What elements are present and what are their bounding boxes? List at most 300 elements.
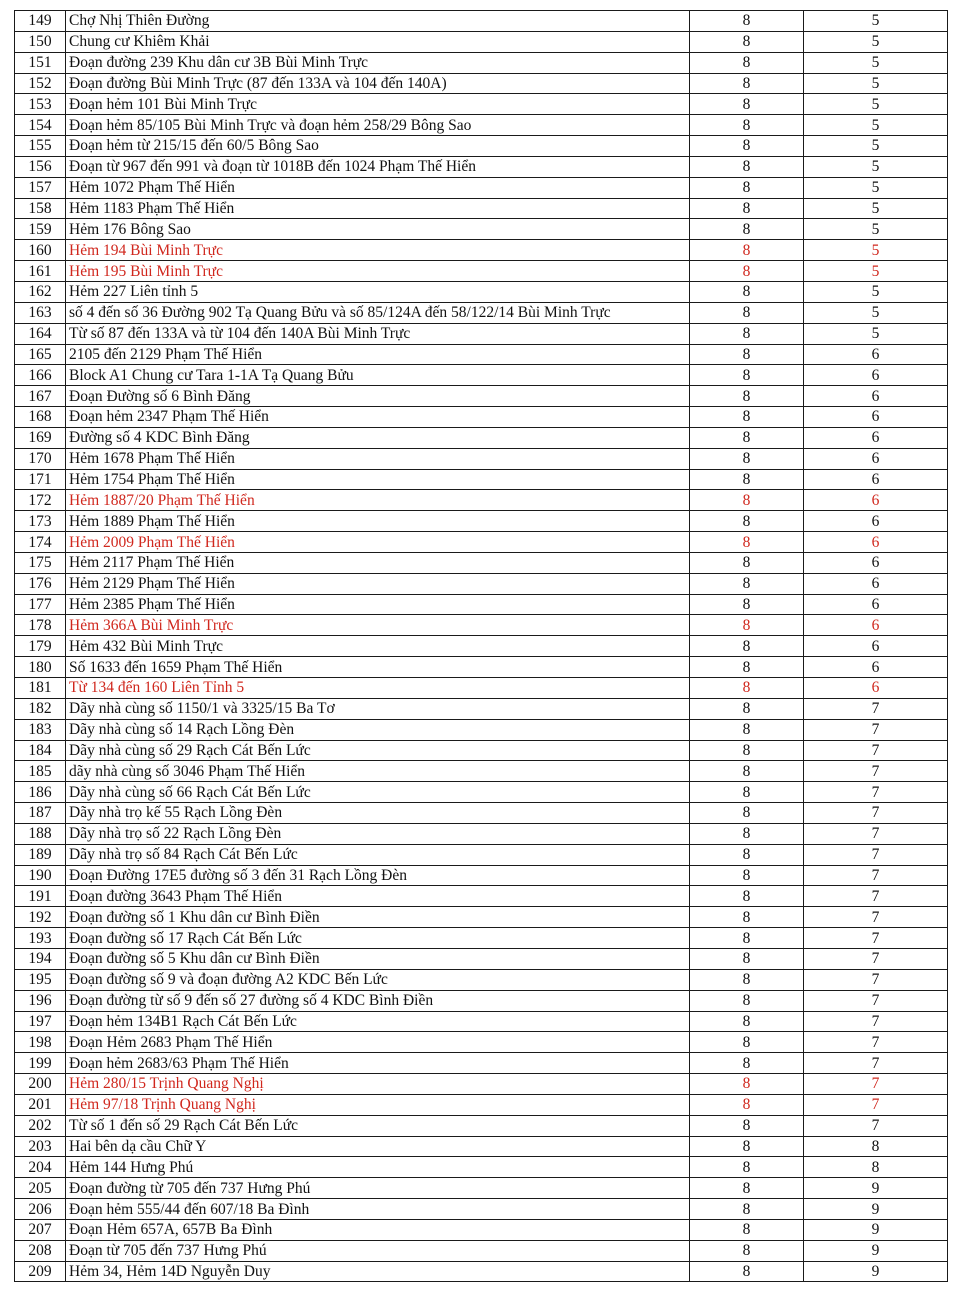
- value-col-a: 8: [690, 115, 804, 136]
- value-col-b: 6: [804, 427, 948, 448]
- value-col-a: 8: [690, 1178, 804, 1199]
- value-col-b: 5: [804, 73, 948, 94]
- table-row: [15, 969, 948, 990]
- value-col-b: 6: [804, 615, 948, 636]
- value-col-b: 5: [804, 302, 948, 323]
- value-col-a: 8: [690, 740, 804, 761]
- table-row: [15, 1115, 948, 1136]
- value-col-a: 8: [690, 469, 804, 490]
- location-name: Số 1633 đến 1659 Phạm Thế Hiển: [66, 657, 690, 678]
- location-name: Đoạn đường 3643 Phạm Thế Hiển: [66, 886, 690, 907]
- value-col-b: 7: [804, 948, 948, 969]
- value-col-b: 7: [804, 1053, 948, 1074]
- table-row: [15, 1199, 948, 1220]
- value-col-b: 6: [804, 594, 948, 615]
- location-name: Block A1 Chung cư Tara 1-1A Tạ Quang Bửu: [66, 365, 690, 386]
- row-number: 177: [15, 594, 66, 615]
- row-number: 209: [15, 1261, 66, 1282]
- table-row: [15, 657, 948, 678]
- table-row: [15, 573, 948, 594]
- value-col-a: 8: [690, 1094, 804, 1115]
- location-name: Hẻm 1678 Phạm Thế Hiển: [66, 448, 690, 469]
- table-row: [15, 1011, 948, 1032]
- value-col-a: 8: [690, 657, 804, 678]
- value-col-a: 8: [690, 823, 804, 844]
- table-row: [15, 511, 948, 532]
- location-name: dãy nhà cùng số 3046 Phạm Thế Hiển: [66, 761, 690, 782]
- data-table: [14, 10, 948, 1282]
- table-row: [15, 552, 948, 573]
- location-name: Đoạn đường số 17 Rạch Cát Bến Lức: [66, 928, 690, 949]
- table-row: [15, 219, 948, 240]
- row-number: 184: [15, 740, 66, 761]
- table-row: [15, 886, 948, 907]
- value-col-a: 8: [690, 281, 804, 302]
- value-col-b: 7: [804, 1115, 948, 1136]
- value-col-a: 8: [690, 803, 804, 824]
- value-col-b: 7: [804, 844, 948, 865]
- location-name: Đoạn đường số 5 Khu dân cư Bình Điền: [66, 948, 690, 969]
- row-number: 163: [15, 302, 66, 323]
- table-row: [15, 115, 948, 136]
- value-col-a: 8: [690, 427, 804, 448]
- value-col-b: 9: [804, 1178, 948, 1199]
- value-col-a: 8: [690, 1115, 804, 1136]
- location-name: Dãy nhà cùng số 66 Rạch Cát Bến Lức: [66, 782, 690, 803]
- row-number: 164: [15, 323, 66, 344]
- row-number: 185: [15, 761, 66, 782]
- value-col-b: 5: [804, 31, 948, 52]
- table-row: [15, 31, 948, 52]
- value-col-a: 8: [690, 344, 804, 365]
- location-name: Đoạn đường từ số 9 đến số 27 đường số 4 KDC Bình Điền: [66, 990, 690, 1011]
- location-name: Dãy nhà cùng số 14 Rạch Lồng Đèn: [66, 719, 690, 740]
- table-row: [15, 177, 948, 198]
- location-name: Đoạn đường từ 705 đến 737 Hưng Phú: [66, 1178, 690, 1199]
- value-col-b: 5: [804, 219, 948, 240]
- row-number: 199: [15, 1053, 66, 1074]
- value-col-b: 6: [804, 448, 948, 469]
- location-name: Từ 134 đến 160 Liên Tỉnh 5: [66, 678, 690, 699]
- row-number: 193: [15, 928, 66, 949]
- row-number: 171: [15, 469, 66, 490]
- row-number: 168: [15, 407, 66, 428]
- value-col-a: 8: [690, 1261, 804, 1282]
- location-name: Hẻm 194 Bùi Minh Trực: [66, 240, 690, 261]
- location-name: Dãy nhà trọ kế 55 Rạch Lồng Đèn: [66, 803, 690, 824]
- table-row: [15, 532, 948, 553]
- row-number: 194: [15, 948, 66, 969]
- row-number: 176: [15, 573, 66, 594]
- location-name: Chung cư Khiêm Khải: [66, 31, 690, 52]
- value-col-a: 8: [690, 511, 804, 532]
- row-number: 174: [15, 532, 66, 553]
- row-number: 198: [15, 1032, 66, 1053]
- table-row: [15, 73, 948, 94]
- row-number: 203: [15, 1136, 66, 1157]
- value-col-b: 7: [804, 823, 948, 844]
- location-name: Hẻm 1889 Phạm Thế Hiển: [66, 511, 690, 532]
- location-name: Hẻm 144 Hưng Phú: [66, 1157, 690, 1178]
- row-number: 208: [15, 1240, 66, 1261]
- value-col-b: 6: [804, 365, 948, 386]
- location-name: Đoạn Hẻm 657A, 657B Ba Đình: [66, 1219, 690, 1240]
- value-col-b: 6: [804, 532, 948, 553]
- table-row: [15, 407, 948, 428]
- table-row: [15, 344, 948, 365]
- table-row: [15, 302, 948, 323]
- table-row: [15, 52, 948, 73]
- row-number: 201: [15, 1094, 66, 1115]
- table-row: [15, 365, 948, 386]
- row-number: 166: [15, 365, 66, 386]
- value-col-b: 7: [804, 1094, 948, 1115]
- row-number: 151: [15, 52, 66, 73]
- row-number: 161: [15, 261, 66, 282]
- value-col-b: 7: [804, 1074, 948, 1095]
- table-row: [15, 865, 948, 886]
- location-name: Hẻm 1183 Phạm Thế Hiển: [66, 198, 690, 219]
- value-col-a: 8: [690, 990, 804, 1011]
- location-name: Dãy nhà cùng số 29 Rạch Cát Bến Lức: [66, 740, 690, 761]
- row-number: 167: [15, 386, 66, 407]
- value-col-a: 8: [690, 73, 804, 94]
- location-name: Đoạn hẻm 2683/63 Phạm Thế Hiển: [66, 1053, 690, 1074]
- row-number: 169: [15, 427, 66, 448]
- location-name: Dãy nhà cùng số 1150/1 và 3325/15 Ba Tơ: [66, 698, 690, 719]
- value-col-b: 6: [804, 511, 948, 532]
- row-number: 196: [15, 990, 66, 1011]
- value-col-b: 6: [804, 678, 948, 699]
- value-col-a: 8: [690, 365, 804, 386]
- row-number: 204: [15, 1157, 66, 1178]
- value-col-a: 8: [690, 1011, 804, 1032]
- row-number: 160: [15, 240, 66, 261]
- row-number: 156: [15, 156, 66, 177]
- row-number: 189: [15, 844, 66, 865]
- value-col-a: 8: [690, 928, 804, 949]
- value-col-a: 8: [690, 865, 804, 886]
- value-col-b: 5: [804, 94, 948, 115]
- table-row: [15, 1074, 948, 1095]
- location-name: Đoạn hẻm 555/44 đến 607/18 Ba Đình: [66, 1199, 690, 1220]
- value-col-b: 6: [804, 490, 948, 511]
- location-name: Hẻm 2117 Phạm Thế Hiển: [66, 552, 690, 573]
- value-col-b: 7: [804, 969, 948, 990]
- value-col-b: 7: [804, 761, 948, 782]
- location-name: Đoạn đường số 1 Khu dân cư Bình Điền: [66, 907, 690, 928]
- row-number: 188: [15, 823, 66, 844]
- location-name: Đoạn hẻm 2347 Phạm Thế Hiển: [66, 407, 690, 428]
- value-col-a: 8: [690, 407, 804, 428]
- table-row: [15, 1032, 948, 1053]
- value-col-b: 5: [804, 198, 948, 219]
- table-row: [15, 1178, 948, 1199]
- location-name: Hẻm 280/15 Trịnh Quang Nghị: [66, 1074, 690, 1095]
- table-row: [15, 1240, 948, 1261]
- row-number: 206: [15, 1199, 66, 1220]
- value-col-a: 8: [690, 156, 804, 177]
- value-col-b: 7: [804, 1032, 948, 1053]
- table-row: [15, 1094, 948, 1115]
- value-col-b: 7: [804, 719, 948, 740]
- table-row: [15, 11, 948, 32]
- value-col-a: 8: [690, 94, 804, 115]
- value-col-b: 5: [804, 136, 948, 157]
- row-number: 202: [15, 1115, 66, 1136]
- location-name: Hẻm 34, Hẻm 14D Nguyễn Duy: [66, 1261, 690, 1282]
- location-name: Hẻm 97/18 Trịnh Quang Nghị: [66, 1094, 690, 1115]
- row-number: 207: [15, 1219, 66, 1240]
- value-col-b: 5: [804, 261, 948, 282]
- value-col-a: 8: [690, 302, 804, 323]
- value-col-a: 8: [690, 615, 804, 636]
- location-name: Đoạn hẻm từ 215/15 đến 60/5 Bông Sao: [66, 136, 690, 157]
- location-name: Hẻm 432 Bùi Minh Trực: [66, 636, 690, 657]
- location-name: 2105 đến 2129 Phạm Thế Hiển: [66, 344, 690, 365]
- value-col-b: 6: [804, 469, 948, 490]
- value-col-b: 7: [804, 1011, 948, 1032]
- value-col-a: 8: [690, 1199, 804, 1220]
- value-col-a: 8: [690, 31, 804, 52]
- value-col-a: 8: [690, 782, 804, 803]
- value-col-a: 8: [690, 886, 804, 907]
- location-name: Đoạn Đường 17E5 đường số 3 đến 31 Rạch Lồng Đèn: [66, 865, 690, 886]
- table-row: [15, 1261, 948, 1282]
- location-name: Đoạn đường 239 Khu dân cư 3B Bùi Minh Trực: [66, 52, 690, 73]
- value-col-a: 8: [690, 636, 804, 657]
- location-name: Đoạn Đường số 6 Bình Đăng: [66, 386, 690, 407]
- value-col-b: 5: [804, 52, 948, 73]
- table-row: [15, 448, 948, 469]
- value-col-a: 8: [690, 948, 804, 969]
- row-number: 157: [15, 177, 66, 198]
- location-name: Hẻm 1072 Phạm Thế Hiển: [66, 177, 690, 198]
- table-row: [15, 156, 948, 177]
- value-col-b: 5: [804, 281, 948, 302]
- table-row: [15, 823, 948, 844]
- value-col-a: 8: [690, 594, 804, 615]
- table-row: [15, 928, 948, 949]
- row-number: 150: [15, 31, 66, 52]
- table-row: [15, 740, 948, 761]
- row-number: 205: [15, 1178, 66, 1199]
- value-col-b: 7: [804, 907, 948, 928]
- value-col-b: 8: [804, 1136, 948, 1157]
- location-name: Hẻm 195 Bùi Minh Trực: [66, 261, 690, 282]
- row-number: 200: [15, 1074, 66, 1095]
- location-name: Đoạn hẻm 134B1 Rạch Cát Bến Lức: [66, 1011, 690, 1032]
- location-name: Hẻm 2009 Phạm Thế Hiển: [66, 532, 690, 553]
- location-name: Từ số 1 đến số 29 Rạch Cát Bến Lức: [66, 1115, 690, 1136]
- table-row: [15, 782, 948, 803]
- row-number: 195: [15, 969, 66, 990]
- location-name: Đoạn từ 967 đến 991 và đoạn từ 1018B đến 1024 Phạm Thế Hiển: [66, 156, 690, 177]
- value-col-b: 6: [804, 407, 948, 428]
- table-row: [15, 844, 948, 865]
- value-col-b: 9: [804, 1219, 948, 1240]
- location-name: Hẻm 1754 Phạm Thế Hiển: [66, 469, 690, 490]
- value-col-b: 8: [804, 1157, 948, 1178]
- value-col-b: 6: [804, 657, 948, 678]
- table-row: [15, 469, 948, 490]
- location-name: Hẻm 2385 Phạm Thế Hiển: [66, 594, 690, 615]
- value-col-b: 7: [804, 990, 948, 1011]
- location-name: số 4 đến số 36 Đường 902 Tạ Quang Bửu và số 85/124A đến 58/122/14 Bùi Minh Trực: [66, 302, 690, 323]
- value-col-b: 6: [804, 552, 948, 573]
- row-number: 162: [15, 281, 66, 302]
- table-row: [15, 990, 948, 1011]
- table-row: [15, 386, 948, 407]
- value-col-b: 6: [804, 344, 948, 365]
- location-name: Đoạn hẻm 85/105 Bùi Minh Trực và đoạn hẻm 258/29 Bông Sao: [66, 115, 690, 136]
- row-number: 181: [15, 678, 66, 699]
- table-row: [15, 240, 948, 261]
- value-col-a: 8: [690, 573, 804, 594]
- value-col-a: 8: [690, 969, 804, 990]
- location-name: Hai bên dạ cầu Chữ Y: [66, 1136, 690, 1157]
- table-row: [15, 948, 948, 969]
- table-row: [15, 261, 948, 282]
- table-row: [15, 761, 948, 782]
- value-col-a: 8: [690, 1053, 804, 1074]
- value-col-b: 5: [804, 177, 948, 198]
- value-col-b: 7: [804, 886, 948, 907]
- location-name: Hẻm 176 Bông Sao: [66, 219, 690, 240]
- value-col-a: 8: [690, 1032, 804, 1053]
- table-row: [15, 594, 948, 615]
- location-name: Đoạn đường số 9 và đoạn đường A2 KDC Bến Lức: [66, 969, 690, 990]
- value-col-b: 5: [804, 156, 948, 177]
- location-name: Hẻm 1887/20 Phạm Thế Hiển: [66, 490, 690, 511]
- value-col-a: 8: [690, 177, 804, 198]
- row-number: 173: [15, 511, 66, 532]
- value-col-a: 8: [690, 386, 804, 407]
- location-name: Từ số 87 đến 133A và từ 104 đến 140A Bùi Minh Trực: [66, 323, 690, 344]
- value-col-a: 8: [690, 198, 804, 219]
- row-number: 158: [15, 198, 66, 219]
- location-name: Đoạn hẻm 101 Bùi Minh Trực: [66, 94, 690, 115]
- row-number: 191: [15, 886, 66, 907]
- table-row: [15, 719, 948, 740]
- row-number: 187: [15, 803, 66, 824]
- value-col-b: 6: [804, 636, 948, 657]
- value-col-a: 8: [690, 552, 804, 573]
- row-number: 179: [15, 636, 66, 657]
- location-name: Dãy nhà trọ số 22 Rạch Lồng Đèn: [66, 823, 690, 844]
- value-col-a: 8: [690, 907, 804, 928]
- location-name: Đoạn Hẻm 2683 Phạm Thế Hiển: [66, 1032, 690, 1053]
- value-col-b: 5: [804, 115, 948, 136]
- value-col-a: 8: [690, 52, 804, 73]
- location-name: Hẻm 227 Liên tỉnh 5: [66, 281, 690, 302]
- location-name: Chợ Nhị Thiên Đường: [66, 11, 690, 32]
- table-row: [15, 1157, 948, 1178]
- value-col-b: 5: [804, 11, 948, 32]
- value-col-a: 8: [690, 1219, 804, 1240]
- row-number: 175: [15, 552, 66, 573]
- row-number: 190: [15, 865, 66, 886]
- value-col-b: 9: [804, 1199, 948, 1220]
- table-row: [15, 490, 948, 511]
- value-col-b: 7: [804, 698, 948, 719]
- row-number: 183: [15, 719, 66, 740]
- location-name: Dãy nhà trọ số 84 Rạch Cát Bến Lức: [66, 844, 690, 865]
- row-number: 152: [15, 73, 66, 94]
- value-col-a: 8: [690, 1157, 804, 1178]
- value-col-a: 8: [690, 698, 804, 719]
- value-col-a: 8: [690, 719, 804, 740]
- row-number: 182: [15, 698, 66, 719]
- value-col-b: 6: [804, 573, 948, 594]
- value-col-a: 8: [690, 1074, 804, 1095]
- value-col-b: 5: [804, 240, 948, 261]
- location-name: Đoạn từ 705 đến 737 Hưng Phú: [66, 1240, 690, 1261]
- row-number: 172: [15, 490, 66, 511]
- value-col-a: 8: [690, 136, 804, 157]
- value-col-a: 8: [690, 1136, 804, 1157]
- row-number: 170: [15, 448, 66, 469]
- value-col-a: 8: [690, 761, 804, 782]
- row-number: 165: [15, 344, 66, 365]
- value-col-a: 8: [690, 678, 804, 699]
- value-col-a: 8: [690, 448, 804, 469]
- value-col-b: 6: [804, 386, 948, 407]
- value-col-a: 8: [690, 1240, 804, 1261]
- value-col-b: 9: [804, 1240, 948, 1261]
- value-col-a: 8: [690, 240, 804, 261]
- row-number: 197: [15, 1011, 66, 1032]
- value-col-b: 7: [804, 928, 948, 949]
- table-row: [15, 636, 948, 657]
- location-name: Hẻm 366A Bùi Minh Trực: [66, 615, 690, 636]
- row-number: 155: [15, 136, 66, 157]
- row-number: 159: [15, 219, 66, 240]
- value-col-a: 8: [690, 11, 804, 32]
- location-name: Hẻm 2129 Phạm Thế Hiển: [66, 573, 690, 594]
- value-col-a: 8: [690, 261, 804, 282]
- location-name: Đường số 4 KDC Bình Đăng: [66, 427, 690, 448]
- value-col-b: 7: [804, 865, 948, 886]
- row-number: 178: [15, 615, 66, 636]
- table-row: [15, 281, 948, 302]
- value-col-b: 9: [804, 1261, 948, 1282]
- value-col-a: 8: [690, 532, 804, 553]
- table-row: [15, 803, 948, 824]
- value-col-b: 7: [804, 803, 948, 824]
- table-body: [15, 11, 948, 1282]
- table-row: [15, 198, 948, 219]
- location-name: Đoạn đường Bùi Minh Trực (87 đến 133A và 104 đến 140A): [66, 73, 690, 94]
- table-row: [15, 1219, 948, 1240]
- table-row: [15, 907, 948, 928]
- table-row: [15, 136, 948, 157]
- value-col-b: 5: [804, 323, 948, 344]
- row-number: 192: [15, 907, 66, 928]
- table-row: [15, 1136, 948, 1157]
- value-col-b: 7: [804, 740, 948, 761]
- table-row: [15, 698, 948, 719]
- table-row: [15, 1053, 948, 1074]
- value-col-b: 7: [804, 782, 948, 803]
- table-row: [15, 678, 948, 699]
- row-number: 154: [15, 115, 66, 136]
- row-number: 180: [15, 657, 66, 678]
- value-col-a: 8: [690, 844, 804, 865]
- row-number: 149: [15, 11, 66, 32]
- table-row: [15, 615, 948, 636]
- value-col-a: 8: [690, 219, 804, 240]
